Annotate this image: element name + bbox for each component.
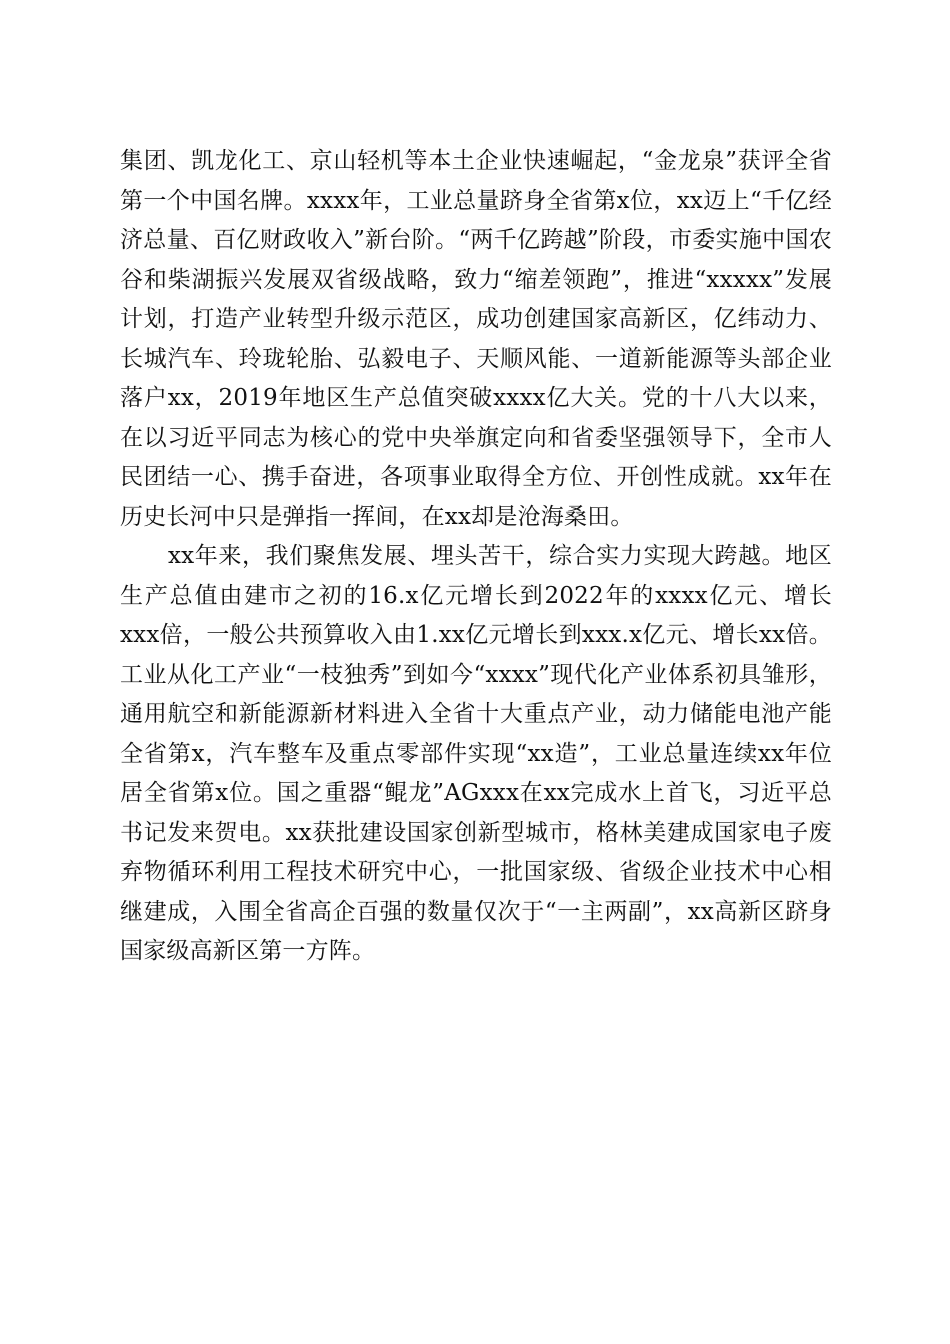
body-text: [120, 142, 832, 972]
paragraph-1: 集团、凯龙化工、京山轻机等本土企业快速崛起，“金龙泉”获评全省第一个中国名牌。xxxx年，工业总量跻身全省第x位，xx迈上“千亿经济总量、百亿财政收入”新台阶。“两千亿跨越”阶段，市委实施中国农谷和柴湖振兴发展双省级战略，致力“缩差领跑”，推进“xxxxx”发展计划，打造产业转型升级示范区，成功创建国家高新区，亿纬动力、长城汽车、玲珑轮胎、弘毅电子、天顺风能、一道新能源等头部企业落户xx，2019年地区生产总值突破xxxx亿大关。党的十八大以来，在以习近平同志为核心的党中央举旗定向和省委坚强领导下，全市人民团结一心、携手奋进，各项事业取得全方位、开创性成就。xx年在历史长河中只是弹指一挥间，在xx却是沧海桑田。: [120, 148, 832, 530]
paragraph-2: xx年来，我们聚焦发展、埋头苦干，综合实力实现大跨越。地区生产总值由建市之初的16.x亿元增长到2022年的xxxx亿元、增长xxx倍，一般公共预算收入由1.xx亿元增长到xxx.x亿元、增长xx倍。工业从化工产业“一枝独秀”到如今“xxxx”现代化产业体系初具雏形，通用航空和新能源新材料进入全省十大重点产业，动力储能电池产能全省第x，汽车整车及重点零部件实现“xx造”，工业总量连续xx年位居全省第x位。国之重器“鲲龙”AGxxx在xx完成水上首飞，习近平总书记发来贺电。xx获批建设国家创新型城市，格林美建成国家电子废弃物循环利用工程技术研究中心，一批国家级、省级企业技术中心相继建成，入围全省高企百强的数量仅次于“一主两副”，xx高新区跻身国家级高新区第一方阵。: [120, 543, 832, 964]
